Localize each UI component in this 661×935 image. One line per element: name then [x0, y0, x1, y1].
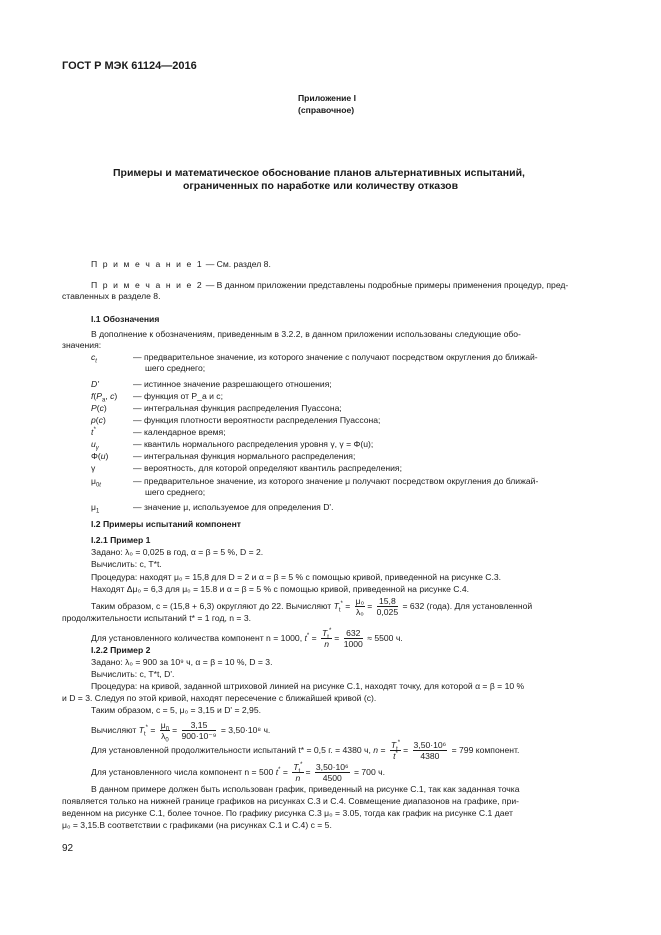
ex2-calc: Вычисляют [91, 724, 137, 735]
symbol-u-gamma: $u_\gamma$ [91, 439, 99, 452]
ex1-count-n1: 632 [344, 628, 363, 639]
ex1-fraction-2 [377, 596, 399, 617]
ex1-line2: продолжительности испытаний t* = 1 год, n = 3. [62, 613, 252, 623]
ex1-frac2-den: 0,025 [376, 607, 399, 617]
ex2-frac-mu: $\frac{\mu_0}{\lambda_0}$ [160, 720, 170, 744]
standard-header: ГОСТ Р МЭК 61124—2016 [62, 60, 197, 72]
ex2-thus: Таким образом, c = 5, μ₀ = 3,15 и D' = 2,95. [91, 705, 261, 715]
example-2-heading: I.2.2 Пример 2 [91, 645, 151, 655]
ex2-den: 900·10⁻⁹ [181, 731, 217, 741]
final-line-1: В данном примере должен быть использован график, приведенный на рисунке С.1, так как заданная точка [91, 784, 520, 794]
symbol-t-star: t* [91, 427, 96, 437]
section-i2-heading: I.2 Примеры испытаний компонент [91, 519, 241, 529]
def-mu-0t-cont: шего среднего; [145, 487, 206, 497]
ex2-calc-line: Вычисляют $T_t^*$ = $\frac{\mu_0}{\lambda_0}$ = $\frac{3,15}{\text{900·10⁻⁹}}$ = 3,50·10⁸ ч. [91, 720, 271, 744]
def-d-prime: — истинное значение разрешающего отношения; [133, 379, 332, 389]
ex1-find: Находят Δμ₀ = 6,3 для μ₀ = 15.8 и α = β = 5 % с помощью кривой, приведенной на рисунке С.4. [91, 584, 470, 594]
note-1-label: П р и м е ч а н и е 1 [91, 259, 204, 269]
example-1-heading: I.2.1 Пример 1 [91, 535, 151, 545]
ex1-given: Задано: λ₀ = 0,025 в год, α = β = 5 %, D = 2. [91, 547, 264, 557]
ex1-fraction-1 [355, 596, 366, 617]
section-i1-intro: В дополнение к обозначениям, приведенным в 3.2.2, в данном приложении использованы следующие обо- [91, 329, 521, 339]
ex2-given: Задано: λ₀ = 900 за 10⁹ ч, α = β = 10 %, D = 3. [91, 657, 273, 667]
title-line-1: Примеры и математическое обоснование планов альтернативных испытаний, [113, 167, 525, 179]
ex1-thus-line: Таким образом, c = (15,8 + 6,3) округляют до 22. Вычисляют $T_t^*$ = $\frac{\text{μ₀}}{\text{λ₀}}$ = $\frac{15,8}{0,025}$ = 632 (года). Для установленной [91, 596, 533, 617]
ex1-procedure: Процедура: находят μ₀ = 15,8 для D = 2 и α = β = 5 % c помощью кривой, приведенной на рисунке С.3. [91, 572, 502, 582]
ex2-procedure-cont: и D = 3. Следуя по этой кривой, находят пересечение с ближайшей кривой (с). [62, 693, 377, 703]
note-2-label: П р и м е ч а н и е 2 [91, 280, 204, 290]
symbol-f-pa-c: $f(P_a$, c) [91, 391, 118, 404]
symbol-mu-1: $\mu_1$ [91, 502, 100, 515]
appendix-type: (справочное) [298, 105, 355, 115]
ex2-num: 3,15 [182, 720, 217, 731]
ex2-time-line: Для установленной продолжительности испытаний t* = 0,5 г. = 4380 ч, n = $\frac{T_t^*}{t^*}$ = $\frac{\text{3,50·10⁶}}{4380}$ = 799 компонент. [91, 740, 520, 761]
ex2-compute: Вычислить: c, T*t, D'. [91, 669, 175, 679]
ex2-result: = 3,50·10⁸ ч. [220, 724, 271, 735]
symbol-pc-cap: P(c) [91, 403, 107, 413]
symbol-gamma: γ [91, 463, 96, 473]
ex1-count-frac: $\frac{T_t^*}{n}$ [322, 628, 332, 649]
def-pc-cap: — интегральная функция распределения Пуассона; [133, 403, 342, 413]
symbol-mu-0t: $\mu_{0t}$ [91, 476, 101, 489]
ex2-count-frac: $\frac{T_t^*}{n}$ [293, 762, 303, 783]
ex1-count-d1: 1000 [343, 639, 363, 649]
ex2-count-frac-2 [315, 762, 350, 783]
def-gamma: — вероятность, для которой определяют квантиль распределения; [133, 463, 402, 473]
symbol-phi-u: Φ(u) [91, 451, 109, 461]
ex2-time: Для установленной продолжительности испытаний t* = 0,5 г. = 4380 ч, [91, 744, 371, 755]
def-phi-u: — интегральная функция нормального распределения; [133, 451, 356, 461]
ex1-frac-den: λ₀ [356, 607, 364, 617]
note-1-text: — См. раздел 8. [205, 259, 271, 269]
ex1-count-line: Для установленного количества компонент n = 1000, t* = $\frac{T_t^*}{n}$ = $\frac{632}{1000}$ ≈ 5500 ч. [91, 628, 403, 649]
ex1-count: Для установленного количества компонент n = 1000, [91, 632, 303, 643]
note-2 [91, 280, 568, 291]
ex1-frac-num: μ₀ [355, 596, 365, 606]
ex1-frac2-num: 15,8 [377, 596, 399, 607]
section-i1-intro-cont: значения: [62, 340, 102, 350]
title-line-2: ограниченных по наработке или количеству отказов [183, 180, 459, 192]
ex2-time-frac-2 [413, 740, 448, 761]
note-2-cont: ставленных в разделе 8. [62, 291, 161, 301]
ex2-time-result: = 799 компонент. [451, 744, 520, 755]
ex2-count: Для установленного числа компонент n = 500 [91, 766, 274, 777]
symbol-d-prime: D' [91, 379, 99, 389]
ex2-count-result: = 700 ч. [353, 766, 385, 777]
def-t-star: — календарное время; [133, 427, 226, 437]
ex2-procedure: Процедура: на кривой, заданной штриховой линией на рисунке С.1, находят точку, для которой α = β = 10 % [91, 681, 525, 691]
appendix-label: Приложение I [298, 93, 356, 103]
ex1-compute: Вычислить: c, T*t. [91, 559, 162, 569]
def-u-gamma: — квантиль нормального распределения уровня γ, γ = Φ(u); [133, 439, 374, 449]
ex2-cnt-den: 4500 [322, 773, 342, 783]
ex1-result: = 632 (года). Для установленной [402, 600, 533, 611]
ex2-count-line: Для установленного числа компонент n = 500 t* = $\frac{T_t^*}{n}$ = $\frac{\text{3,50·10⁶}}{4500}$ = 700 ч. [91, 762, 385, 783]
ex2-frac-val [182, 720, 217, 741]
note-2-text: — В данном приложении представлены подробные примеры применения процедур, пред- [205, 280, 569, 290]
ex2-cnt-num: 3,50·10⁶ [315, 762, 349, 772]
final-line-2: появляется только на нижней границе графиков на рисунках С.3 и С.4. Совмещение диапазонов на графике, при- [62, 796, 520, 806]
note-1 [91, 259, 271, 270]
ex1-count-result: ≈ 5500 ч. [367, 632, 403, 643]
def-f-pa-c: — функция от P_a и c; [133, 391, 223, 401]
section-i1-heading: I.1 Обозначения [91, 314, 160, 324]
ex2-time-num: 3,50·10⁶ [413, 740, 447, 750]
def-ct-cont: шего среднего; [145, 363, 206, 373]
def-pc: — функция плотности вероятности распределения Пуассона; [133, 415, 381, 425]
final-line-4: μ₀ = 3,15.В соответствии с графиками (на рисунках С.1 и С.4) c = 5. [62, 820, 332, 830]
page-number: 92 [62, 843, 74, 854]
ex2-time-frac: $\frac{T_t^*}{t^*}$ [390, 740, 401, 761]
ex1-count-frac-2 [344, 628, 363, 649]
symbol-ct: $c_t$ [91, 352, 97, 365]
symbol-pc: p(c) [91, 415, 106, 425]
def-mu-0t: — предварительное значение, из которого значение μ получают посредством округления до ближай- [133, 476, 539, 486]
ex1-thus: Таким образом, c = (15,8 + 6,3) округляют до 22. Вычисляют [91, 600, 332, 611]
final-line-3: веденном на рисунке С.1, более точное. По графику рисунка С.3 μ₀ = 3.05, тогда как график на рисунке С.1 дает [62, 808, 513, 818]
def-ct: — предварительное значение, из которого значение c получают посредством округления до ближай- [133, 352, 538, 362]
def-mu-1: — значение μ, используемое для определения D'. [133, 502, 334, 512]
ex2-time-den: 4380 [420, 751, 440, 761]
